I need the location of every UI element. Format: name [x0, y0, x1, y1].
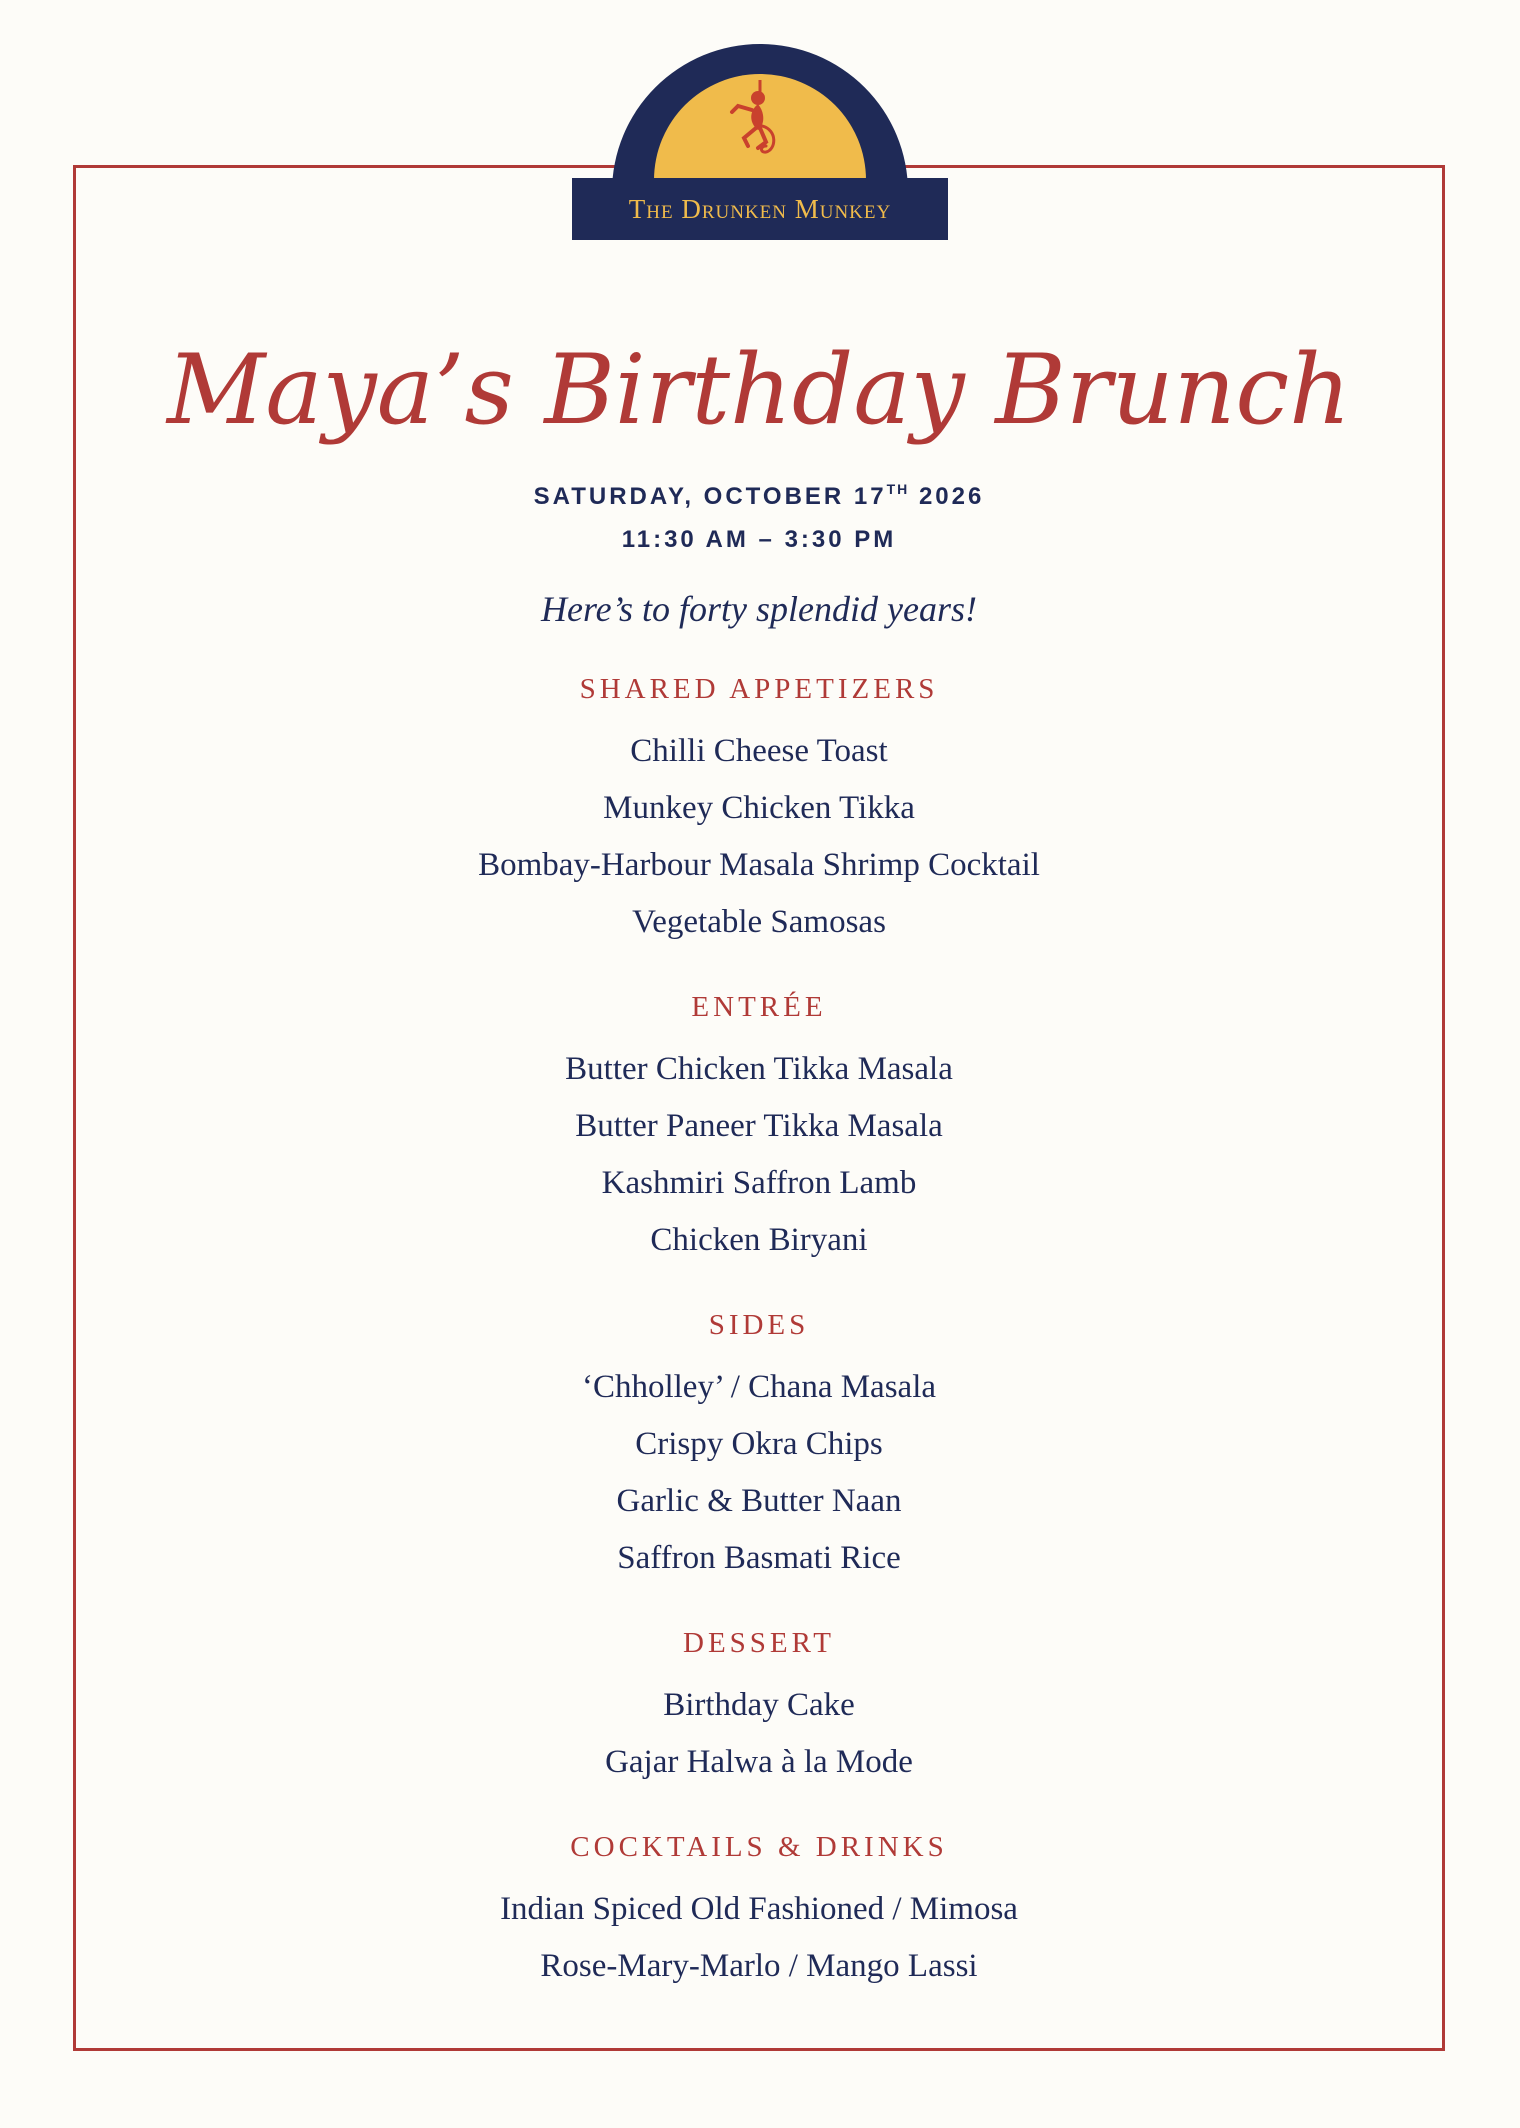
menu-section-drinks	[73, 1827, 1445, 1995]
menu-item: Crispy Okra Chips	[635, 1426, 883, 1462]
menu-section-entree	[73, 987, 1445, 1269]
menu-item: Vegetable Samosas	[632, 904, 886, 940]
event-date-year: 2026	[909, 483, 985, 510]
section-heading: ENTRÉE	[691, 991, 827, 1023]
logo-wordmark: The Drunken Munkey	[628, 194, 892, 224]
menu-item: Saffron Basmati Rice	[617, 1540, 901, 1576]
event-title: Maya’s Birthday Brunch	[167, 334, 1351, 446]
menu-item: Kashmiri Saffron Lamb	[601, 1165, 917, 1201]
menu-item: Butter Chicken Tikka Masala	[565, 1051, 953, 1087]
menu-item: Butter Paneer Tikka Masala	[575, 1108, 943, 1144]
menu-section-sides	[73, 1305, 1445, 1587]
menu-item: Indian Spiced Old Fashioned / Mimosa	[500, 1891, 1018, 1927]
restaurant-logo	[572, 42, 948, 240]
section-heading: SHARED APPETIZERS	[579, 673, 939, 705]
menu-section-appetizers	[73, 669, 1445, 951]
event-time: 11:30 AM – 3:30 PM	[621, 526, 897, 553]
menu-item: ‘Chholley’ / Chana Masala	[581, 1369, 937, 1405]
menu-content	[73, 330, 1445, 1995]
section-heading: DESSERT	[683, 1627, 835, 1659]
menu-item: Garlic & Butter Naan	[616, 1483, 902, 1519]
event-date-suffix: TH	[886, 481, 910, 497]
event-date-main: SATURDAY, OCTOBER 17	[533, 483, 887, 510]
menu-item: Chicken Biryani	[650, 1222, 868, 1258]
menu-item: Rose-Mary-Marlo / Mango Lassi	[540, 1948, 978, 1984]
menu-section-dessert	[73, 1623, 1445, 1791]
event-tagline: Here’s to forty splendid years!	[541, 589, 977, 629]
section-heading: COCKTAILS & DRINKS	[570, 1831, 948, 1863]
menu-item: Bombay-Harbour Masala Shrimp Cocktail	[478, 847, 1040, 883]
event-date	[73, 472, 1445, 514]
menu-item: Munkey Chicken Tikka	[603, 790, 915, 826]
menu-item: Birthday Cake	[663, 1687, 855, 1723]
menu-item: Gajar Halwa à la Mode	[605, 1744, 913, 1780]
section-heading: SIDES	[708, 1309, 810, 1341]
menu-item: Chilli Cheese Toast	[630, 733, 888, 769]
